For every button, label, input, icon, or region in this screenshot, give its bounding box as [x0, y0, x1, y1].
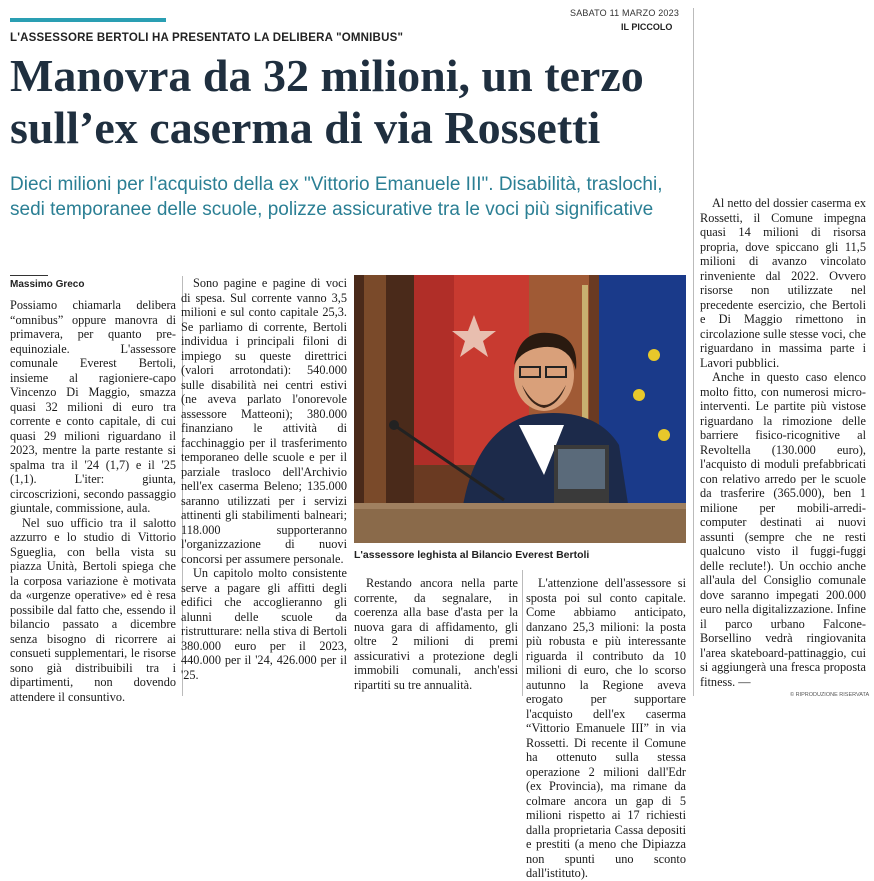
headline-line-1: Manovra da 32 milioni, un terzo — [10, 50, 644, 101]
paragraph: Un capitolo molto consistente serve a pagare gli affitti degli edifici che accoglieranno gli alunni delle scuole da ristrutturare: nella stiva di Bertoli 380.000 euro per il 2023, 440.000 per il '24, 426.000 per il '25. — [181, 566, 347, 682]
paragraph: Nel suo ufficio tra il salotto azzurro e lo studio di Vittorio Sgueglia, con bella vista su piazza Unità, Bertoli spiega che la corposa variazione è motivata da «urgenze operative» ed è resa possibile dal fatto che, essendo il bilancio passato a dicembre senza bisogno di ricorrere ai consueti supplementari, le risorse sono già distribuibili tra i dipartimenti, non dovendo attendere il consuntivo. — [10, 515, 176, 704]
paragraph: Sono pagine e pagine di voci di spesa. Sul corrente vanno 3,5 milioni e sul conto capitale 25,3. Se parliamo di corrente, Bertoli individua i principali filoni di impiego su queste direttrici (valori arrotondati): 540.000 sulle disabilità nei centri estivi (ne aveva parlato l'onorevole assessore Matteoni); 380.000 finanziano le attività di facchinaggio per il trasferimento temporaneo delle scuole e per il parziale trasloco dell'Archivio nell'ex caserma Beleno; 135.000 saranno utilizzati per i servizi attinenti gli stabilimenti balneari; 118.000 supporteranno l'organizzazione di nuovi concorsi per assumere personale. — [181, 276, 347, 566]
kicker: L'ASSESSORE BERTOLI HA PRESENTATO LA DELIBERA "OMNIBUS" — [10, 32, 404, 44]
article-column-5 — [700, 196, 866, 689]
section-accent-bar — [10, 18, 166, 22]
dateline: SABATO 11 MARZO 2023 — [570, 8, 680, 18]
paragraph: L'attenzione dell'assessore si sposta poi sul conto capitale. Come abbiamo anticipato, danzano 25,3 milioni: la posta più robusta e più interessante riguarda il contributo da 10 milioni di euro, che lo scorso autunno la Regione aveva erogato per supportare l'acquisto dell'ex caserma “Vittorio Emanuele III” in via Rossetti. Di recente il Comune ha ottenuto sulla stessa operazione 2 milioni dall'Edr (ex Provincia), ma rimane da colmare ancora un gap di 5 milioni rispetto ai 17 richiesti dalla proprietaria Cassa depositi e prestiti (a meno che Dipiazza non spunti uno sconto dall'istituto). — [526, 576, 686, 880]
column-divider — [693, 8, 694, 696]
paragraph: Al netto del dossier caserma ex Rossetti, il Comune impegna quasi 14 milioni di risorsa propria, dove spiccano gli 11,5 milioni di avanzo vincolato rinveniente dal 2022. Ovvero risorse non utilizzate nel precedente esercizio, che Bertoli e Di Maggio rimettono in circolazione sulle stesse voci, che riguardano in massima parte i Lavori pubblici. — [700, 196, 866, 370]
photo-caption: L'assessore leghista al Bilancio Everest Bertoli — [354, 549, 590, 561]
headline — [10, 50, 690, 154]
article-photo — [354, 275, 686, 543]
byline: Massimo Greco — [10, 279, 85, 290]
article-column-4 — [526, 576, 686, 881]
article-column-1 — [10, 298, 176, 704]
paragraph: Restando ancora nella parte corrente, da segnalare, in coerenza alla base d'asta per la nuova gara di affidamento, gli oltre 2 milioni di premi assicurativi a protezione degli immobili comunali, anch'essi ripartiti su tre annualità. — [354, 576, 518, 692]
paragraph: Possiamo chiamarla delibera “omnibus” oppure manovra di primavera, per quanto pre-equinoziale. L'assessore comunale Everest Bertoli, insieme al ragioniere-capo Vincenzo Di Maggio, smazza quasi 32 milioni di euro tra corrente e conto capitale, di cui quasi 29 milioni riguardano il 2023, mentre la parte restante si spalma tra il '24 (1,7) e il '25 (1,1). L'iter: giunta, circoscrizioni, secondo passaggio giuntale, commissione, aula. — [10, 298, 176, 515]
copyright-notice: © RIPRODUZIONE RISERVATA — [790, 692, 870, 698]
article-column-2 — [181, 276, 347, 682]
newspaper-name: IL PICCOLO — [621, 22, 673, 32]
column-divider — [522, 570, 523, 696]
subheadline-line-2: sedi temporanee delle scuole, polizze assicurative tra le voci più significative — [10, 199, 654, 220]
byline-rule — [10, 275, 48, 276]
article-column-3 — [354, 576, 518, 692]
subheadline — [10, 172, 690, 222]
paragraph: Anche in questo caso elenco molto fitto, con numerosi micro-interventi. Le partite più vistose riguardano la rimozione delle barriere fisico-ricognitive al Revoltella (130.000 euro), l'acquisto di moduli prefabbricati con relativo arredo per le scuole da trasferire (365.000), ben 1 milione per mobili-arredi-computer destinati ai nuovi assunti (sempre che ne resti qualcuno visto il fuggi-fuggi delle reclute!). Un occhio anche all'aula del Consiglio comunale dove saranno impegati 200.000 euro nella digitalizzazione. Infine il parco urbano Falcone-Borsellino vedrà ringiovanita l'area skateboard-pattinaggio, cui si aggiungerà una fresca proposta fitness. — — [700, 370, 866, 689]
headline-line-2: sull’ex caserma di via Rossetti — [10, 102, 601, 153]
subheadline-line-1: Dieci milioni per l'acquisto della ex "Vittorio Emanuele III". Disabilità, traslochi, — [10, 174, 663, 195]
